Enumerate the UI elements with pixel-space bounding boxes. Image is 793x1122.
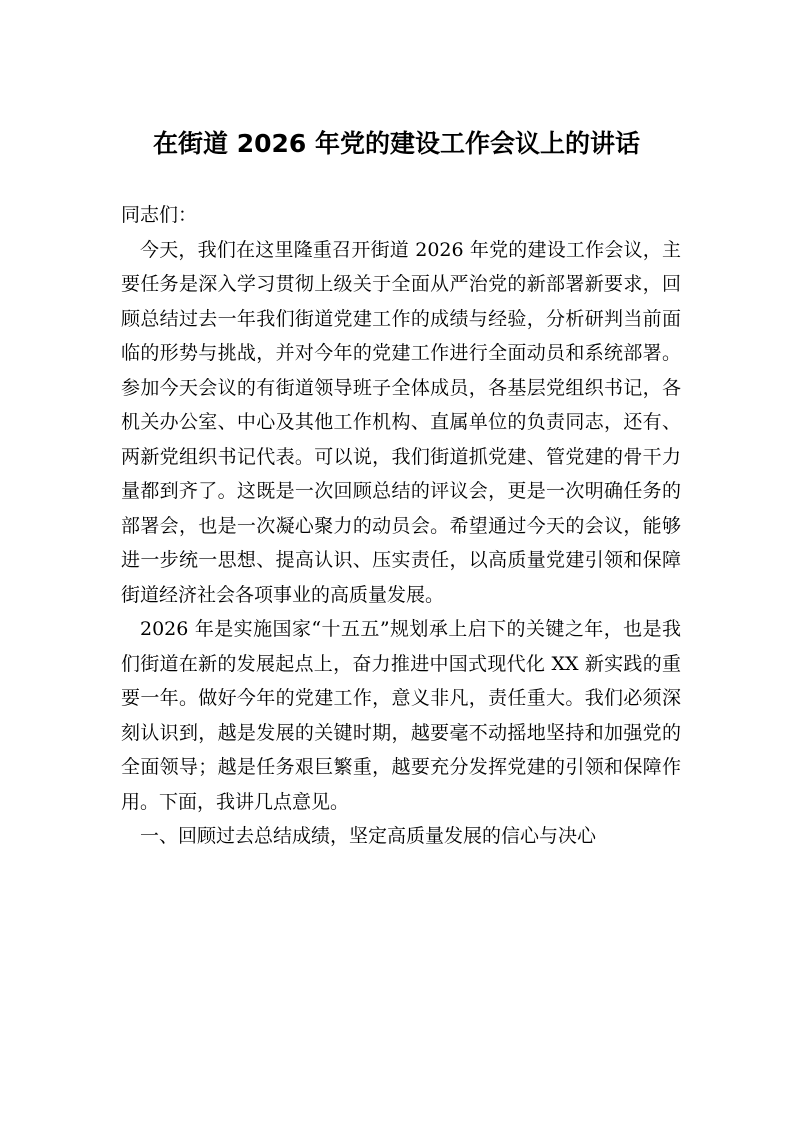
paragraph-context: 2026 年是实施国家“十五五”规划承上启下的关键之年，也是我们街道在新的发展起点上，奋力推进中国式现代化 XX 新实践的重要一年。做好今年的党建工作，意义非凡，责任重大。我们必须深刻认识到，越是发展的关键时期，越要毫不动摇地坚持和加强党的全面领导；越是任务艰巨繁重，越要充分发挥党建的引领和保障作用。下面，我讲几点意见。	[121, 618, 681, 813]
document-title: 在街道 2026 年党的建设工作会议上的讲话	[153, 129, 640, 158]
paragraph-opening: 今天，我们在这里隆重召开街道 2026 年党的建设工作会议，主要任务是深入学习贯彻上级关于全面从严治党的新部署新要求，回顾总结过去一年我们街道党建工作的成绩与经验，分析研判当前面临的形势与挑战，并对今年的党建工作进行全面动员和系统部署。参加今天会议的有街道领导班子全体成员，各基层党组织书记，各机关办公室、中心及其他工作机构、直属单位的负责同志，还有、两新党组织书记代表。可以说，我们街道抓党建、管党建的骨干力量都到齐了。这既是一次回顾总结的评议会，更是一次明确任务的部署会，也是一次凝心聚力的动员会。希望通过今天的会议，能够进一步统一思想、提高认识、压实责任，以高质量党建引领和保障街道经济社会各项事业的高质量发展。	[121, 238, 681, 606]
salutation: 同志们：	[121, 204, 198, 226]
section-heading: 一、回顾过去总结成绩，坚定高质量发展的信心与决心	[140, 825, 597, 847]
document-body	[121, 198, 681, 854]
